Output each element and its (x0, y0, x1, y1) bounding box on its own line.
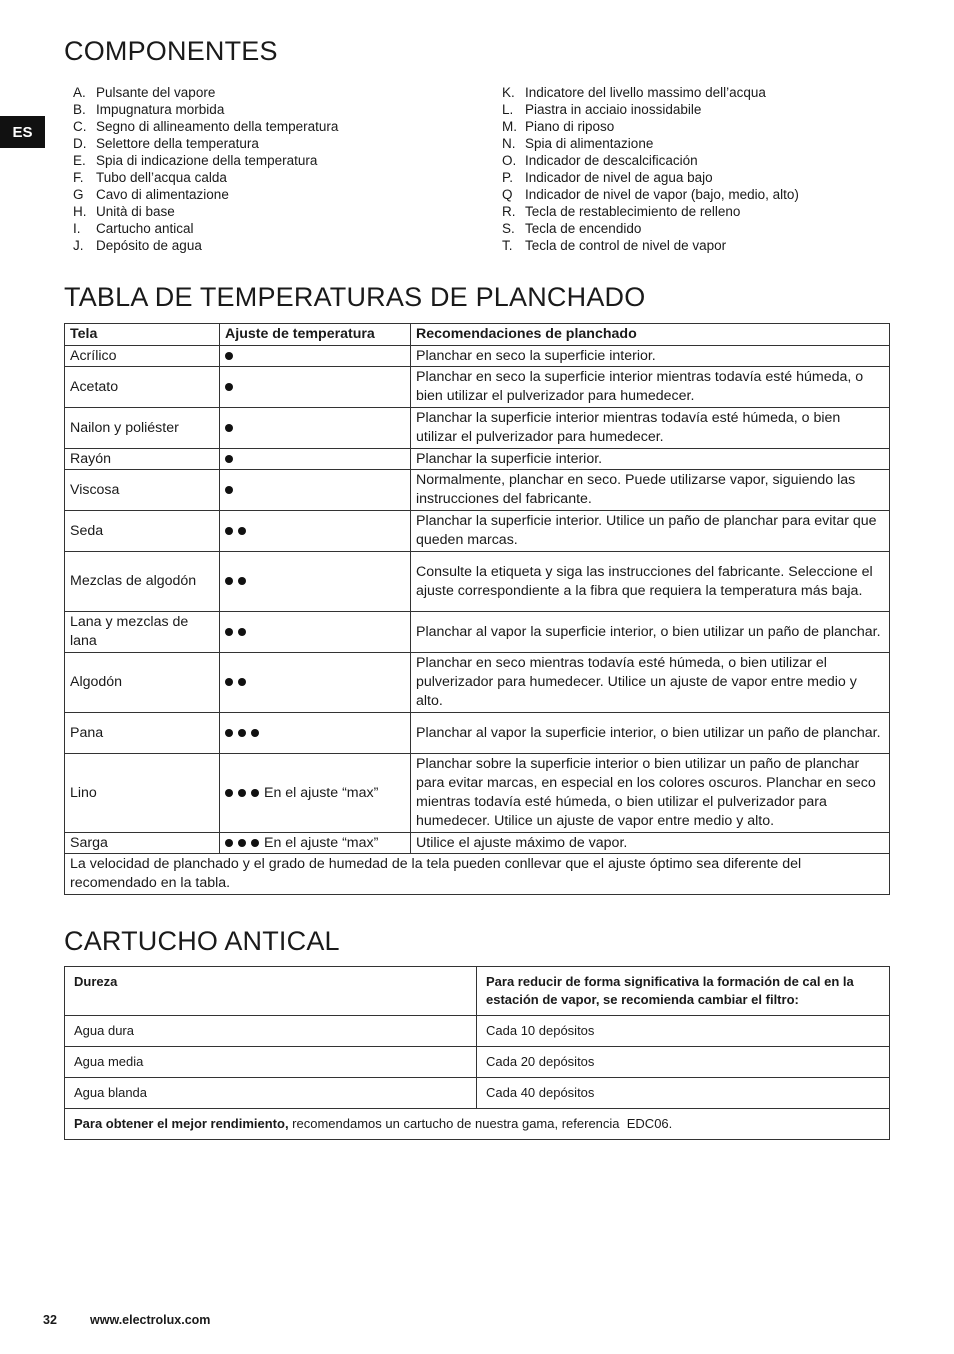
cell-recomendacion: Planchar la superficie interior. (411, 449, 890, 470)
component-item (502, 84, 799, 101)
cell-cambio: Cada 40 depósitos (477, 1078, 890, 1109)
cell-tela: Viscosa (65, 470, 220, 511)
header-ajuste: Ajuste de temperatura (220, 324, 411, 346)
table-row (65, 346, 890, 367)
cell-ajuste (220, 511, 411, 552)
table-row (65, 653, 890, 713)
cell-recomendacion: Planchar en seco la superficie interior mientras todavía esté húmeda, o bien utilizar el pulverizador para humedecer. (411, 367, 890, 408)
cell-ajuste (220, 713, 411, 754)
component-label: Indicatore del livello massimo dell’acqua (525, 85, 766, 100)
temperature-dot-icon (225, 729, 233, 737)
cell-tela: Seda (65, 511, 220, 552)
component-key: I. (73, 221, 81, 236)
component-item (73, 237, 338, 254)
cell-tela: Mezclas de algodón (65, 552, 220, 612)
component-label: Pulsante del vapore (96, 85, 216, 100)
cell-ajuste (220, 367, 411, 408)
temperature-dot-icon (238, 628, 246, 636)
component-label: Cartucho antical (96, 221, 194, 236)
component-item (502, 237, 799, 254)
cell-recomendacion: Planchar la superficie interior mientras todavía esté húmeda, o bien utilizar el pulverizador para humedecer. (411, 408, 890, 449)
temperaturas-title: TABLA DE TEMPERATURAS DE PLANCHADO (64, 282, 646, 312)
cell-tela: Rayón (65, 449, 220, 470)
cell-dureza: Agua dura (65, 1016, 477, 1047)
temperature-dot-icon (251, 839, 259, 847)
cell-tela: Sarga (65, 833, 220, 854)
table-row (65, 713, 890, 754)
component-item (502, 186, 799, 203)
header-recomendaciones: Recomendaciones de planchado (411, 324, 890, 346)
temperature-dot-icon (251, 729, 259, 737)
component-item (73, 84, 338, 101)
component-key: N. (502, 136, 516, 151)
cell-ajuste (220, 449, 411, 470)
cell-tela: Lana y mezclas de lana (65, 612, 220, 653)
cell-ajuste (220, 833, 411, 854)
table-note: La velocidad de planchado y el grado de humedad de la tela pueden conllevar que el ajuste óptimo sea diferente del recomendado en la tabla. (65, 854, 890, 895)
temperature-dot-icon (225, 577, 233, 585)
component-key: D. (73, 136, 87, 151)
component-item (502, 118, 799, 135)
component-key: A. (73, 85, 86, 100)
website-url: www.electrolux.com (90, 1313, 211, 1327)
cell-recomendacion: Planchar sobre la superficie interior o bien utilizar un paño de planchar para evitar marcas, en especial en los colores oscuros. Planchar en seco mientras todavía esté húmeda, o bien utilizar el pulverizador para humedecer. Utilice un ajuste de vapor entre medio y alto. (411, 754, 890, 833)
cell-tela: Lino (65, 754, 220, 833)
component-key: J. (73, 238, 84, 253)
component-item (502, 169, 799, 186)
table-note-row (65, 1109, 890, 1140)
cell-tela: Acrílico (65, 346, 220, 367)
table-row (65, 1016, 890, 1047)
component-key: K. (502, 85, 515, 100)
table-header-row (65, 324, 890, 346)
antical-table (64, 966, 890, 1140)
cell-recomendacion: Planchar en seco mientras todavía esté húmeda, o bien utilizar el pulverizador para humedecer. Utilice un ajuste de vapor entre medio y alto. (411, 653, 890, 713)
component-key: P. (502, 170, 514, 185)
temperature-dot-icon (225, 789, 233, 797)
componentes-list-left (73, 84, 338, 254)
component-key: F. (73, 170, 84, 185)
cell-recomendacion: Planchar al vapor la superficie interior, o bien utilizar un paño de planchar. (411, 713, 890, 754)
temperature-dot-icon (238, 527, 246, 535)
component-key: E. (73, 153, 86, 168)
component-item (73, 101, 338, 118)
temperature-dot-icon (238, 839, 246, 847)
cell-recomendacion: Normalmente, planchar en seco. Puede utilizarse vapor, siguiendo las instrucciones del fabricante. (411, 470, 890, 511)
component-label: Tecla de restablecimiento de relleno (525, 204, 741, 219)
component-label: Cavo di alimentazione (96, 187, 229, 202)
temperature-table (64, 323, 890, 895)
table-row (65, 754, 890, 833)
temperature-dot-icon (225, 352, 233, 360)
component-key: C. (73, 119, 87, 134)
ajuste-extra: En el ajuste “max” (264, 834, 379, 851)
temperature-dot-icon (225, 839, 233, 847)
component-key: H. (73, 204, 87, 219)
temperature-dot-icon (225, 383, 233, 391)
cell-dureza: Agua media (65, 1047, 477, 1078)
table-row (65, 833, 890, 854)
cell-tela: Pana (65, 713, 220, 754)
temperature-dot-icon (251, 789, 259, 797)
component-label: Selettore della temperatura (96, 136, 259, 151)
component-key: B. (73, 102, 86, 117)
temperature-dot-icon (225, 486, 233, 494)
component-key: O. (502, 153, 517, 168)
component-item (73, 186, 338, 203)
cell-ajuste (220, 408, 411, 449)
cell-ajuste (220, 612, 411, 653)
componentes-title: COMPONENTES (64, 36, 278, 66)
component-label: Unità di base (96, 204, 175, 219)
component-item (502, 152, 799, 169)
component-item (73, 169, 338, 186)
header-tela: Tela (65, 324, 220, 346)
component-key: M. (502, 119, 517, 134)
componentes-list-right (502, 84, 799, 254)
cell-cambio: Cada 10 depósitos (477, 1016, 890, 1047)
component-item (73, 135, 338, 152)
component-key: T. (502, 238, 513, 253)
table-row (65, 1078, 890, 1109)
component-key: G (73, 187, 84, 202)
cell-tela: Nailon y poliéster (65, 408, 220, 449)
component-label: Piano di riposo (525, 119, 615, 134)
temperature-dot-icon (225, 628, 233, 636)
language-tab: ES (0, 116, 45, 148)
table-note-row (65, 854, 890, 895)
cell-cambio: Cada 20 depósitos (477, 1047, 890, 1078)
component-label: Spia di alimentazione (525, 136, 654, 151)
cell-ajuste (220, 754, 411, 833)
cell-recomendacion: Consulte la etiqueta y siga las instrucciones del fabricante. Seleccione el ajuste correspondiente a la fibra que requiera la temperatura más baja. (411, 552, 890, 612)
temperature-dot-icon (225, 678, 233, 686)
component-label: Piastra in acciaio inossidabile (525, 102, 702, 117)
cell-ajuste (220, 552, 411, 612)
table-row (65, 511, 890, 552)
component-label: Tubo dell’acqua calda (96, 170, 227, 185)
temperature-dot-icon (238, 789, 246, 797)
table-header-row (65, 967, 890, 1016)
temperature-dot-icon (225, 455, 233, 463)
cell-tela: Acetato (65, 367, 220, 408)
cell-tela: Algodón (65, 653, 220, 713)
cell-recomendacion: Planchar al vapor la superficie interior, o bien utilizar un paño de planchar. (411, 612, 890, 653)
component-item (502, 203, 799, 220)
page-number: 32 (43, 1313, 57, 1327)
cell-ajuste (220, 346, 411, 367)
antical-note-text: recomendamos un cartucho de nuestra gama, referencia EDC06. (288, 1116, 673, 1131)
component-item (73, 203, 338, 220)
component-label: Indicador de nivel de vapor (bajo, medio, alto) (525, 187, 799, 202)
table-row (65, 1047, 890, 1078)
cell-recomendacion: Planchar la superficie interior. Utilice un paño de planchar para evitar que queden marcas. (411, 511, 890, 552)
cell-ajuste (220, 653, 411, 713)
component-item (502, 220, 799, 237)
table-row (65, 408, 890, 449)
temperature-dot-icon (238, 577, 246, 585)
cell-ajuste (220, 470, 411, 511)
component-key: Q (502, 187, 513, 202)
table-row (65, 470, 890, 511)
component-label: Segno di allineamento della temperatura (96, 119, 339, 134)
cell-recomendacion: Utilice el ajuste máximo de vapor. (411, 833, 890, 854)
component-item (73, 152, 338, 169)
component-key: R. (502, 204, 516, 219)
table-row (65, 367, 890, 408)
component-item (73, 118, 338, 135)
table-row (65, 449, 890, 470)
component-label: Tecla de encendido (525, 221, 642, 236)
component-item (73, 220, 338, 237)
antical-note (65, 1109, 890, 1140)
component-key: L. (502, 102, 514, 117)
component-item (502, 135, 799, 152)
component-label: Indicador de descalcificación (525, 153, 698, 168)
temperature-dot-icon (225, 424, 233, 432)
component-label: Spia di indicazione della temperatura (96, 153, 318, 168)
temperature-dot-icon (238, 678, 246, 686)
component-label: Tecla de control de nivel de vapor (525, 238, 727, 253)
cell-dureza: Agua blanda (65, 1078, 477, 1109)
component-label: Indicador de nivel de agua bajo (525, 170, 713, 185)
component-label: Impugnatura morbida (96, 102, 225, 117)
temperature-dot-icon (238, 729, 246, 737)
antical-note-bold: Para obtener el mejor rendimiento, (74, 1116, 289, 1131)
component-key: S. (502, 221, 515, 236)
header-dureza: Dureza (65, 967, 477, 1016)
component-label: Depósito de agua (96, 238, 202, 253)
header-cambio: Para reducir de forma significativa la formación de cal en la estación de vapor, se recomienda cambiar el filtro: (477, 967, 890, 1016)
ajuste-extra: En el ajuste “max” (264, 784, 379, 801)
cell-recomendacion: Planchar en seco la superficie interior. (411, 346, 890, 367)
table-row (65, 612, 890, 653)
component-item (502, 101, 799, 118)
antical-title: CARTUCHO ANTICAL (64, 926, 340, 956)
temperature-dot-icon (225, 527, 233, 535)
table-row (65, 552, 890, 612)
